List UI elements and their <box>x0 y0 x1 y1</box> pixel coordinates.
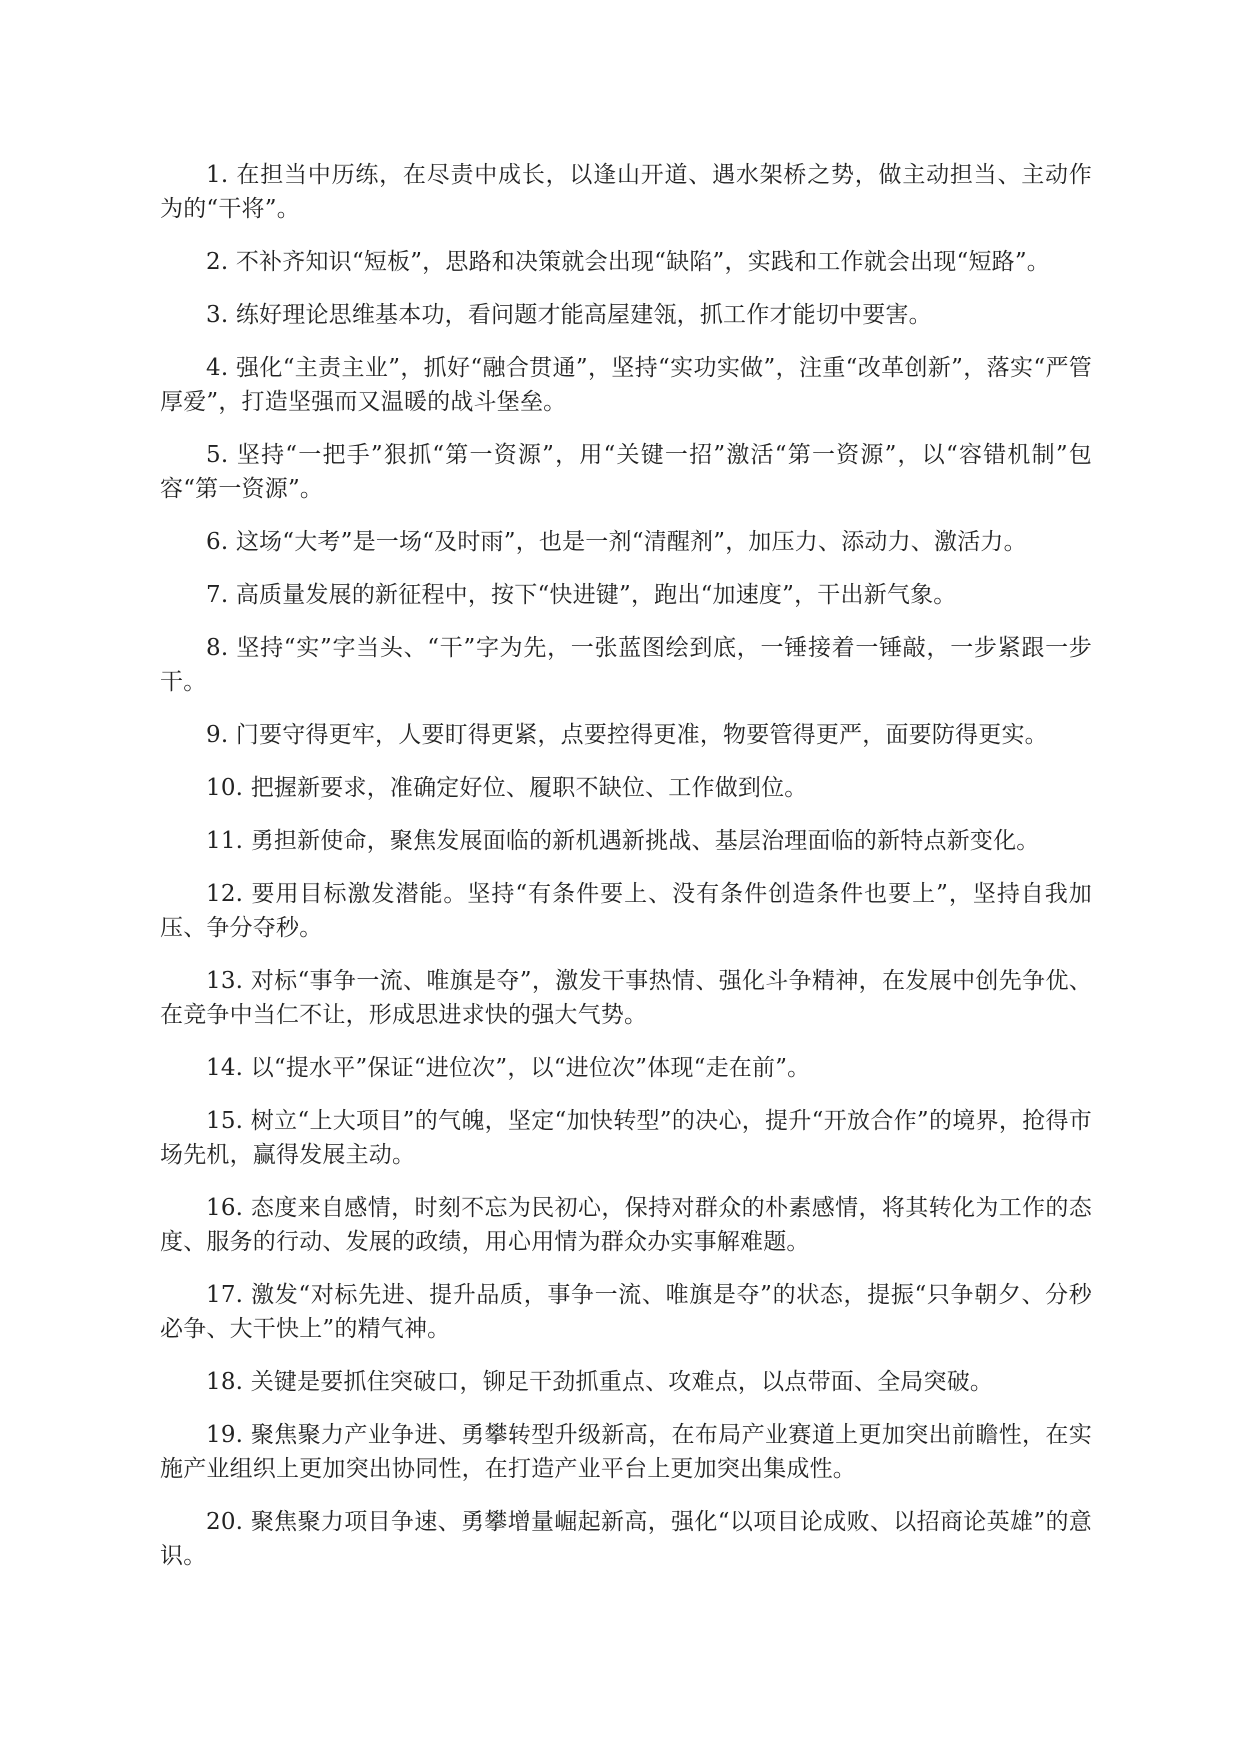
paragraph-4: 4. 强化“主责主业”，抓好“融合贯通”，坚持“实功实做”，注重“改革创新”，落实“严管厚爱”，打造坚强而又温暖的战斗堡垒。 <box>160 355 1092 415</box>
paragraph-1: 1. 在担当中历练，在尽责中成长，以逢山开道、遇水架桥之势，做主动担当、主动作为的“干将”。 <box>160 162 1092 222</box>
paragraph-2: 2. 不补齐知识“短板”，思路和决策就会出现“缺陷”，实践和工作就会出现“短路”。 <box>206 249 1051 275</box>
paragraph-12: 12. 要用目标激发潜能。坚持“有条件要上、没有条件创造条件也要上”，坚持自我加压、争分夺秒。 <box>160 881 1092 941</box>
paragraph-17: 17. 激发“对标先进、提升品质，事争一流、唯旗是夺”的状态，提振“只争朝夕、分秒必争、大干快上”的精气神。 <box>160 1282 1092 1342</box>
paragraph-13: 13. 对标“事争一流、唯旗是夺”，激发干事热情、强化斗争精神，在发展中创先争优、在竞争中当仁不让，形成思进求快的强大气势。 <box>160 968 1092 1028</box>
paragraph-9: 9. 门要守得更牢，人要盯得更紧，点要控得更准，物要管得更严，面要防得更实。 <box>206 722 1048 748</box>
paragraph-19: 19. 聚焦聚力产业争进、勇攀转型升级新高，在布局产业赛道上更加突出前瞻性，在实施产业组织上更加突出协同性，在打造产业平台上更加突出集成性。 <box>160 1422 1092 1482</box>
paragraph-18: 18. 关键是要抓住突破口，铆足干劲抓重点、攻难点，以点带面、全局突破。 <box>206 1369 994 1395</box>
paragraph-8: 8. 坚持“实”字当头、“干”字为先，一张蓝图绘到底，一锤接着一锤敲，一步紧跟一步干。 <box>160 635 1092 695</box>
paragraph-5: 5. 坚持“一把手”狠抓“第一资源”，用“关键一招”激活“第一资源”，以“容错机制”包容“第一资源”。 <box>160 442 1092 502</box>
paragraph-7: 7. 高质量发展的新征程中，按下“快进键”，跑出“加速度”，干出新气象。 <box>206 582 957 608</box>
paragraph-14: 14. 以“提水平”保证“进位次”，以“进位次”体现“走在前”。 <box>206 1055 811 1081</box>
paragraph-15: 15. 树立“上大项目”的气魄，坚定“加快转型”的决心，提升“开放合作”的境界，抢得市场先机，赢得发展主动。 <box>160 1108 1092 1168</box>
paragraph-10: 10. 把握新要求，准确定好位、履职不缺位、工作做到位。 <box>206 775 808 801</box>
paragraph-16: 16. 态度来自感情，时刻不忘为民初心，保持对群众的朴素感情，将其转化为工作的态度、服务的行动、发展的政绩，用心用情为群众办实事解难题。 <box>160 1195 1092 1255</box>
paragraph-6: 6. 这场“大考”是一场“及时雨”，也是一剂“清醒剂”，加压力、添动力、激活力。 <box>206 529 1027 555</box>
paragraph-20: 20. 聚焦聚力项目争速、勇攀增量崛起新高，强化“以项目论成败、以招商论英雄”的意识。 <box>160 1509 1092 1569</box>
document-body <box>160 158 1092 1592</box>
paragraph-11: 11. 勇担新使命，聚焦发展面临的新机遇新挑战、基层治理面临的新特点新变化。 <box>206 828 1040 854</box>
paragraph-3: 3. 练好理论思维基本功，看问题才能高屋建瓴，抓工作才能切中要害。 <box>206 302 932 328</box>
